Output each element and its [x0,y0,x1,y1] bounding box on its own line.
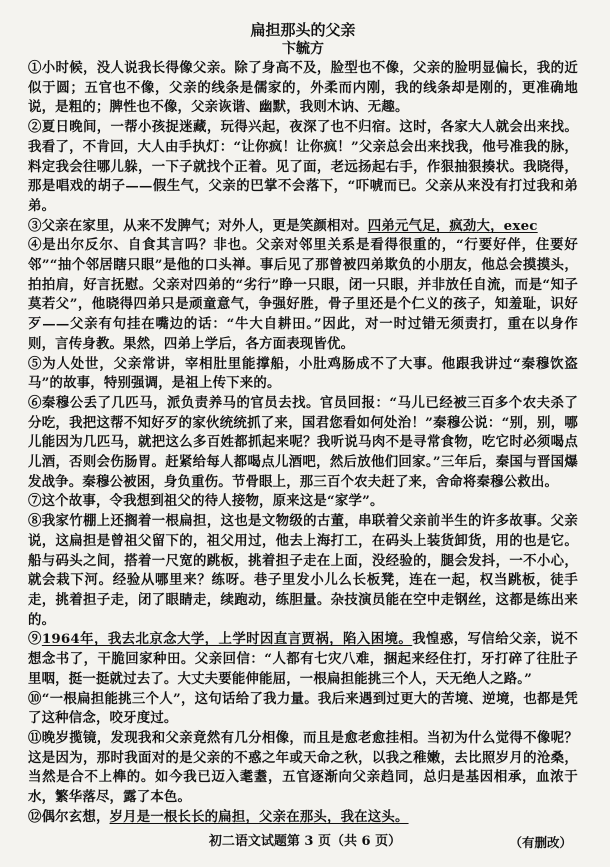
underlined-sentence: 四弟元气足，疯劲大，exec [367,217,538,234]
paragraph-8: ⑧我家竹棚上还搁着一根扁担，这也是文物级的古董，串联着父亲前半生的许多故事。父亲说，这扁担是曾祖父留下的，祖父用过，他去上海打工，在码头上装货卸货，用的也是它。船与码头之间，搭着一尺宽的跳板，挑着担子走在上面，没经验的，腿会发抖，一不小心，就会栽下河。经验从哪里来？练呀。巷子里发小儿么长板凳，连在一起，权当跳板，徒手走，挑着担子走，闭了眼睛走，续跑动，练胆量。杂技演员能在空中走钢丝，这都是练出来的。 [28,513,579,628]
underlined-sentence: 岁月是一根长长的扁担，父亲在那头，我在这头。 [109,808,409,825]
paragraph-5: ⑤为人处世，父亲常讲，宰相肚里能撑船，小肚鸡肠成不了大事。他跟我讲过“秦穆饮盗马”的故事，特别强调，是祖上传下来的。 [28,355,578,392]
underlined-sentence: 1964年，我去北京念大学，上学时因直言贾祸，陷入困境。 [41,631,413,648]
article-author: 卞毓方 [282,41,324,57]
page-footer: 初二语文试题第 3 页（共 6 页） [208,834,402,849]
paragraph-3: ③父亲在家里，从来不发脾气；对外人，更是笑颜相对。四弟元气足，疯劲大，exec [28,217,538,234]
paragraph-2: ②夏日晚间，一帮小孩捉迷藏，玩得兴起，夜深了也不归宿。这时，各家大人就会出来找。我看了，不肯回，大人由手执灯：“让你疯！让你疯！”父亲总会出来找我，他号准我的脉，料定我会往哪儿躲，一下子就找个正着。见了面，老远扬起右手，作狠抽狠揍状。我晓得，那是唱戏的胡子——假生气，父亲的巴掌不会落下，“吓唬而已。父亲从来没有打过我和弟弟。 [28,119,579,214]
paragraph-10: ⑩“一根扁担能挑三个人”，这句话给了我力量。我后来遇到过更大的苦境、逆境，也都是凭了这种信念，咬牙度过。 [28,690,579,727]
paragraph-6: ⑥秦穆公丢了几匹马，派负责养马的官员去找。官员回报：“马儿已经被三百多个农夫杀了分吃，我把这帮不知好歹的家伙统统抓了来，国君您看如何处治！”秦穆公说：“别，别，哪儿能因为几匹马，就把这么多百姓都抓起来呢？我听说马肉不是寻常食物，吃它时必须喝点儿酒，否则会伤肠胃。赶紧给每人都喝点儿酒吧，然后放他们回家。”三年后，秦国与晋国爆发战争。秦穆公被困，身负重伤。节骨眼上，那三百个农夫赶了来，舍命将秦穆公救出。 [28,394,579,490]
paragraph-1: ①小时候，没人说我长得像父亲。除了身高不及，脸型也不像，父亲的脸明显偏长，我的近似于圆；五官也不像，父亲的线条是儒家的，外柔而内刚，我的线条却是刚的，更准确地说，是粗的；脾性也不像，父亲诙谐、幽默，我则木讷、无趣。 [28,60,579,116]
paragraph-11: ⑪晚岁揽镜，发现我和父亲竟然有几分相像，而且是愈老愈挂相。当初为什么觉得不像呢？这是因为，那时我面对的是父亲的不惑之年或天命之秋，以我之稚嫩，去比照岁月的沧桑，当然是合不上榫的。如今我已迈入耄耋，五官逐渐向父亲趋同，总归是基因相承，血浓于水，繁华落尽，露了本色。 [28,729,579,806]
article-title: 扁担那头的父亲 [250,21,356,39]
paragraph-9: ⑨1964年，我去北京念大学，上学时因直言贾祸，陷入困境。我惶惑，写信给父亲，说不想念书了，干脆回家种田。父亲回信：“人都有七灾八难，捆起来经住打，牙打碎了往肚子里咽，挺一挺就过去了。大丈夫要能伸能屈，一根扁担能挑三个人，天无绝人之路。” [28,631,578,687]
source-note: （有删改） [509,835,572,851]
paragraph-7: ⑦这个故事，令我想到祖父的待人接物，原来这是“家学”。 [28,493,384,510]
paragraph-12: ⑫偶尔玄想，岁月是一根长长的扁担，父亲在那头，我在这头。 [28,808,409,825]
paragraph-4: ④是出尔反尔、自食其言吗？非也。父亲对邻里关系是看得很重的，“行要好伴，住要好邻”“抽个邻居瞎只眼”是他的口头禅。事后见了那曾被四弟欺负的小朋友，他总会摸摸头，拍拍肩，好言抚慰。父亲对四弟的“劣行”睁一只眼，闭一只眼，并非放任自流，而是“知子莫若父”，他晓得四弟只是顽童意气，争强好胜，骨子里还是个仁义的孩子，知羞耻，识好歹——父亲有句挂在嘴边的话：“牛大自耕田。”因此，对一时过错无须责打，重在以身作则，言传身教。果然，四弟上学后，各方面表现皆优。 [28,237,578,352]
